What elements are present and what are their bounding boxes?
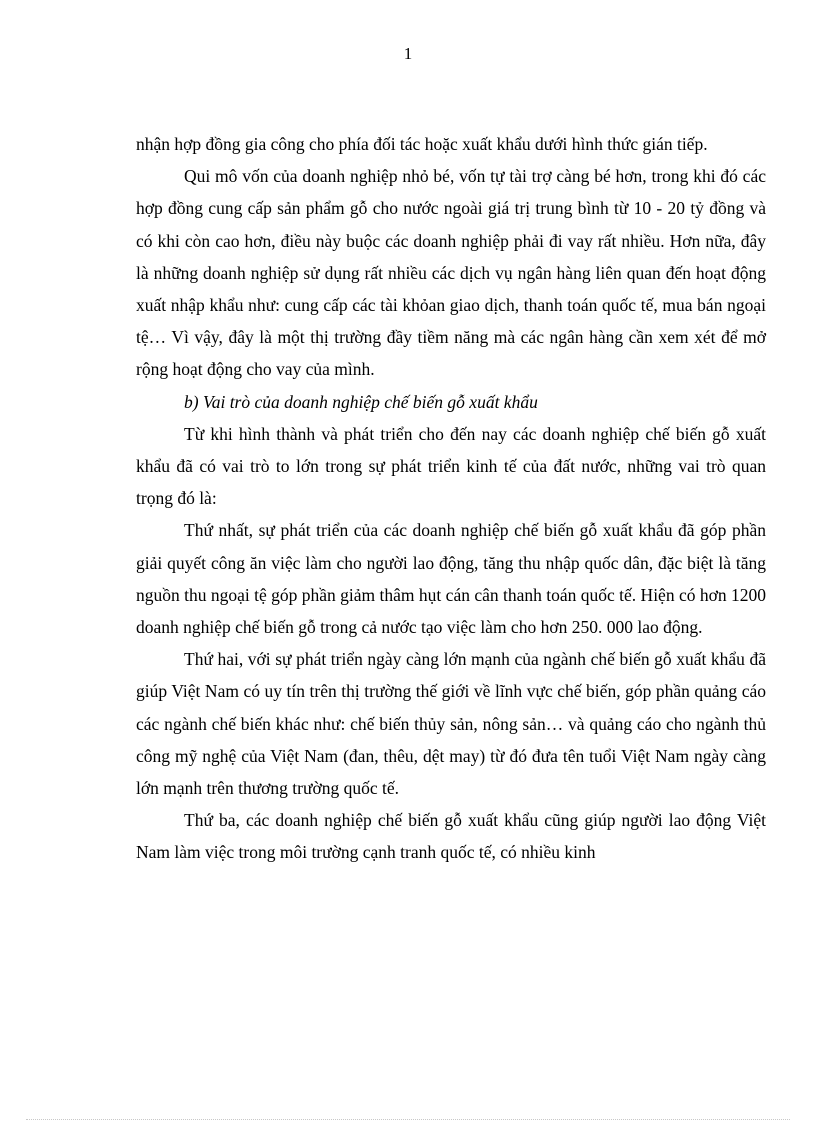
section-heading: b) Vai trò của doanh nghiệp chế biến gỗ xuất khẩu	[184, 391, 538, 412]
page-bottom-divider	[26, 1119, 790, 1120]
paragraph-continuation: nhận hợp đồng gia công cho phía đối tác hoặc xuất khẩu dưới hình thức gián tiếp.	[136, 134, 708, 154]
paragraph-capital-scale: Qui mô vốn của doanh nghiệp nhỏ bé, vốn tự tài trợ càng bé hơn, trong khi đó các hợp đồng cung cấp sản phẩm gỗ cho nước ngoài giá trị trung bình từ 10 - 20 tỷ đồng và có khi còn cao hơn, điều này buộc các doanh nghiệp phải đi vay rất nhiều. Hơn nữa, đây là những doanh nghiệp sử dụng rất nhiều các dịch vụ ngân hàng liên quan đến hoạt động xuất nhập khẩu như: cung cấp các tài khỏan giao dịch, thanh toán quốc tế, mua bán ngoại tệ… Vì vậy, đây là một thị trường đầy tiềm năng mà các ngân hàng cần xem xét để mở rộng hoạt động cho vay của mình.	[136, 166, 766, 380]
document-body	[136, 128, 766, 869]
paragraph-role-first: Thứ nhất, sự phát triển của các doanh nghiệp chế biến gỗ xuất khẩu đã góp phần giải quyết công ăn việc làm cho người lao động, tăng thu nhập quốc dân, đặc biệt là tăng nguồn thu ngoại tệ góp phần giảm thâm hụt cán cân thanh toán quốc tế. Hiện có hơn 1200 doanh nghiệp chế biến gỗ trong cả nước tạo việc làm cho hơn 250. 000 lao động.	[136, 520, 766, 638]
paragraph-role-third: Thứ ba, các doanh nghiệp chế biến gỗ xuất khẩu cũng giúp người lao động Việt Nam làm việc trong môi trường cạnh tranh quốc tế, có nhiều kinh	[136, 810, 766, 863]
paragraph-role-second: Thứ hai, với sự phát triển ngày càng lớn mạnh của ngành chế biến gỗ xuất khẩu đã giúp Việt Nam có uy tín trên thị trường thế giới về lĩnh vực chế biến, góp phần quảng cáo các ngành chế biến khác như: chế biến thủy sản, nông sản… và quảng cáo cho ngành thủ công mỹ nghệ của Việt Nam (đan, thêu, dệt may) từ đó đưa tên tuổi Việt Nam ngày càng lớn mạnh trên thương trường quốc tế.	[136, 649, 766, 799]
page-number: 1	[403, 44, 413, 63]
paragraph-role-intro: Từ khi hình thành và phát triển cho đến nay các doanh nghiệp chế biến gỗ xuất khẩu đã có vai trò to lớn trong sự phát triển kinh tế của đất nước, những vai trò quan trọng đó là:	[136, 423, 766, 509]
